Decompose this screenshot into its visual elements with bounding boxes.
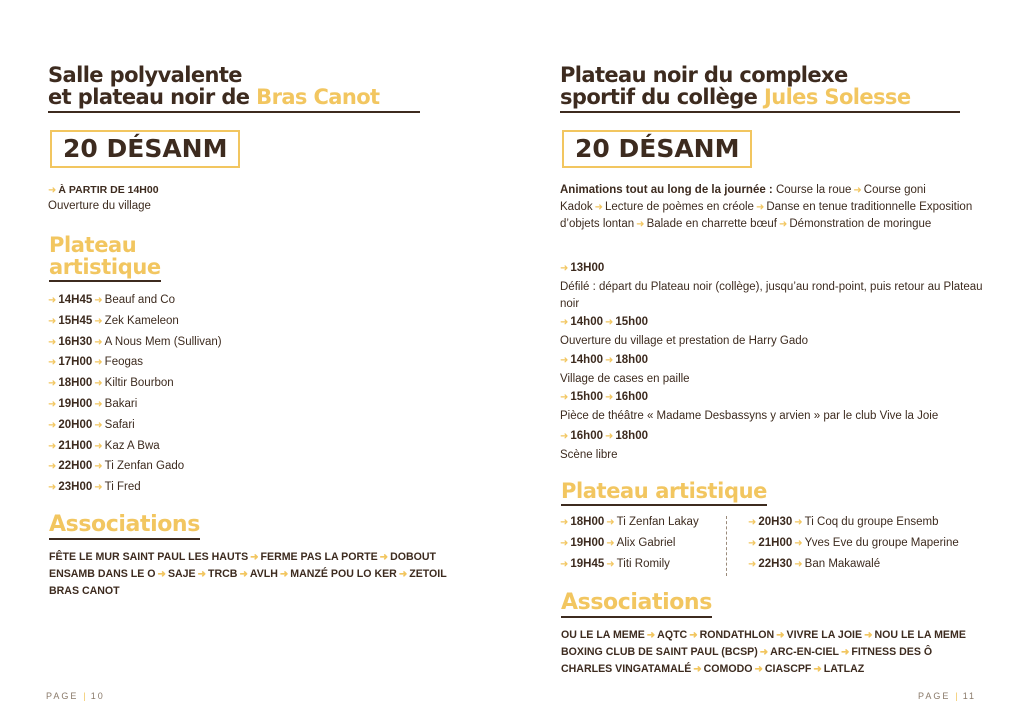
separator-arrow-icon: ➜ (794, 559, 803, 570)
right-plateau-title: Plateau artistique (561, 480, 767, 502)
association-name: RONDATHLON (699, 629, 775, 641)
separator-arrow-icon: ➜ (755, 202, 765, 213)
separator-arrow-icon: ➜ (94, 378, 103, 390)
association-name: NOU LE LA MEME BOXING CLUB DE SAINT PAUL (BCSP) (561, 629, 966, 658)
arrow-right-icon: ➜ (560, 517, 569, 528)
association-name: TRCB (208, 568, 238, 580)
separator-arrow-icon: ➜ (379, 552, 389, 563)
separator-arrow-icon: ➜ (605, 317, 614, 328)
arrow-right-icon: ➜ (748, 538, 757, 549)
association-name: DOBOUT ENSAMB DANS LE O (49, 551, 436, 580)
arrow-right-icon: ➜ (560, 263, 569, 274)
left-opening-desc: Ouverture du village (48, 200, 151, 212)
event-time (560, 391, 648, 403)
arrow-right-icon: ➜ (48, 399, 57, 410)
separator-arrow-icon: ➜ (94, 440, 103, 452)
program-time: 18H00 (570, 516, 605, 528)
arrow-right-icon: ➜ (48, 295, 57, 306)
animation-item: Démonstration de moringue (789, 218, 932, 230)
separator-arrow-icon: ➜ (605, 392, 614, 403)
separator-arrow-icon: ➜ (864, 630, 873, 641)
separator-arrow-icon: ➜ (853, 185, 862, 196)
association-name: FERME PAS LA PORTE (260, 551, 378, 563)
event-desc: Scène libre (560, 449, 618, 461)
association-name: FITNESS DES Ô CHARLES VINGATAMALÉ (561, 646, 933, 675)
program-row (560, 558, 670, 570)
right-venue-title-highlight: Jules Solesse (764, 85, 911, 109)
arrow-right-icon: ➜ (560, 538, 569, 549)
program-act: Ti Fred (104, 481, 141, 494)
separator-arrow-icon: ➜ (606, 517, 615, 528)
separator-arrow-icon: ➜ (794, 517, 803, 528)
program-act: Alix Gabriel (616, 537, 676, 549)
event-time-start: 13H00 (570, 262, 605, 274)
event-desc: Ouverture du village et prestation de Harry Gado (560, 335, 809, 347)
separator-arrow-icon: ➜ (398, 569, 408, 580)
separator-arrow-icon: ➜ (94, 419, 103, 431)
arrow-right-icon: ➜ (560, 392, 569, 403)
arrow-right-icon: ➜ (48, 357, 57, 369)
event-time-end: 18h00 (615, 430, 648, 442)
event-time (560, 316, 648, 328)
arrow-right-icon: ➜ (560, 559, 569, 570)
separator-arrow-icon: ➜ (689, 630, 698, 641)
program-row (48, 460, 184, 472)
arrow-right-icon: ➜ (748, 517, 757, 528)
event-time (560, 262, 604, 274)
arrow-right-icon: ➜ (48, 461, 57, 473)
program-time: 20H30 (758, 516, 793, 528)
association-name: COMODO (703, 663, 753, 675)
arrow-right-icon: ➜ (560, 431, 569, 442)
program-time: 21H00 (758, 537, 793, 549)
association-name: AQTC (657, 629, 688, 641)
program-time: 19H45 (570, 558, 605, 570)
program-act: Ti Coq du groupe Ensemb (804, 516, 939, 528)
program-time: 19H00 (58, 398, 93, 410)
animation-item: Course goni Kadok (560, 184, 926, 213)
program-row (748, 537, 959, 549)
arrow-right-icon: ➜ (48, 185, 57, 196)
separator-arrow-icon: ➜ (94, 315, 103, 327)
right-page-footer: PAGE | 11 (918, 691, 977, 701)
left-page-footer: PAGE | 10 (46, 691, 105, 701)
right-venue-title-line2: sportif du collège Jules Solesse (560, 85, 911, 109)
program-row (48, 440, 160, 452)
separator-arrow-icon: ➜ (646, 630, 656, 641)
separator-arrow-icon: ➜ (94, 461, 103, 473)
separator-arrow-icon: ➜ (813, 664, 822, 675)
program-act: Yves Eve du groupe Maperine (804, 537, 959, 549)
left-venue-title-highlight: Bras Canot (256, 85, 380, 109)
separator-arrow-icon: ➜ (754, 664, 763, 675)
program-act: Kaz A Bwa (104, 439, 160, 452)
program-time: 19H00 (570, 537, 605, 549)
right-assoc-title: Associations (561, 592, 712, 614)
separator-arrow-icon: ➜ (606, 559, 615, 570)
arrow-right-icon: ➜ (48, 378, 57, 390)
right-venue-title-line1: Plateau noir du complexe (560, 63, 848, 87)
program-row (560, 537, 675, 549)
program-time: 14H45 (58, 294, 93, 306)
association-name: ARC-EN-CIEL (770, 646, 840, 658)
separator-arrow-icon: ➜ (594, 202, 603, 213)
left-associations (49, 549, 449, 600)
program-time: 21H00 (58, 439, 93, 452)
arrow-right-icon: ➜ (48, 315, 57, 327)
arrow-right-icon: ➜ (560, 317, 569, 328)
association-name: ZETOIL BRAS CANOT (49, 568, 447, 597)
left-plateau-title-2: artistique (49, 256, 161, 278)
association-name: OU LE LA MEME (561, 629, 645, 641)
separator-arrow-icon: ➜ (94, 482, 103, 494)
event-time-start: 16h00 (570, 430, 603, 442)
left-opening-time: ➜ À PARTIR DE 14H00 (48, 184, 159, 196)
separator-arrow-icon: ➜ (794, 538, 803, 549)
arrow-right-icon: ➜ (48, 336, 57, 348)
program-time: 18H00 (58, 377, 93, 390)
association-name: FÊTE LE MUR SAINT PAUL LES HAUTS (49, 551, 249, 563)
program-act: Bakari (104, 398, 138, 410)
program-act: Ban Makawalé (804, 558, 881, 570)
separator-arrow-icon: ➜ (94, 336, 103, 348)
event-time-start: 14h00 (570, 354, 603, 366)
left-venue-title-line2: et plateau noir de Bras Canot (48, 85, 380, 109)
program-time: 22H30 (758, 558, 793, 570)
left-title-rule (48, 111, 420, 113)
arrow-right-icon: ➜ (748, 559, 757, 570)
program-act: Titi Romily (616, 558, 670, 570)
right-title-rule (560, 111, 960, 113)
program-act: Ti Zenfan Gado (104, 460, 185, 473)
separator-arrow-icon: ➜ (759, 647, 769, 658)
separator-arrow-icon: ➜ (157, 569, 166, 580)
program-row (48, 398, 137, 410)
animations-label: Animations tout au long de la journée : (560, 184, 773, 196)
animation-item: Course la roue (775, 184, 852, 196)
separator-arrow-icon: ➜ (693, 664, 702, 675)
program-act: Zek Kameleon (104, 314, 179, 327)
program-row (48, 356, 143, 368)
separator-arrow-icon: ➜ (197, 569, 207, 580)
program-time: 15H45 (58, 314, 93, 327)
left-venue-title-line1: Salle polyvalente (48, 63, 242, 87)
program-act: Beauf and Co (104, 294, 176, 306)
program-row (748, 516, 939, 528)
arrow-right-icon: ➜ (48, 419, 57, 431)
separator-arrow-icon: ➜ (250, 552, 259, 563)
separator-arrow-icon: ➜ (605, 355, 614, 366)
event-time-start: 15h00 (570, 391, 603, 403)
left-date-box: 20 DÉSANM (50, 130, 240, 168)
separator-arrow-icon: ➜ (636, 219, 645, 230)
program-time: 17H00 (58, 356, 93, 369)
program-column-divider (726, 516, 727, 576)
arrow-right-icon: ➜ (48, 440, 57, 452)
event-desc: Défilé : départ du Plateau noir (collège), jusqu’au rond-point, puis retour au Plateau noir (560, 281, 983, 310)
program-row (560, 516, 699, 528)
right-animations (560, 182, 985, 233)
arrow-right-icon: ➜ (560, 355, 569, 366)
event-time (560, 430, 648, 442)
separator-arrow-icon: ➜ (94, 295, 103, 306)
arrow-right-icon: ➜ (48, 482, 57, 494)
program-act: Feogas (104, 356, 144, 369)
program-act: Safari (104, 418, 135, 431)
separator-arrow-icon: ➜ (279, 569, 289, 580)
animation-item: Balade en charrette bœuf (646, 218, 777, 230)
association-name: SAJE (167, 568, 196, 580)
event-desc: Village de cases en paille (560, 373, 690, 385)
separator-arrow-icon: ➜ (606, 538, 615, 549)
program-row (48, 481, 141, 493)
event-time-start: 14h00 (570, 316, 603, 328)
separator-arrow-icon: ➜ (778, 219, 788, 230)
event-time-end: 15h00 (615, 316, 648, 328)
event-time-end: 18h00 (615, 354, 648, 366)
separator-arrow-icon: ➜ (94, 357, 103, 369)
right-date-box: 20 DÉSANM (562, 130, 752, 168)
separator-arrow-icon: ➜ (94, 399, 103, 410)
program-time: 22H00 (58, 460, 93, 473)
left-page-number: 10 (90, 691, 105, 701)
event-time-end: 16h00 (615, 391, 648, 403)
association-name: LATLAZ (823, 663, 865, 675)
separator-arrow-icon: ➜ (239, 569, 248, 580)
program-act: A Nous Mem (Sullivan) (104, 335, 222, 348)
separator-arrow-icon: ➜ (841, 647, 850, 658)
right-page-number: 11 (962, 691, 977, 701)
program-row (48, 377, 174, 389)
program-act: Ti Zenfan Lakay (616, 516, 699, 528)
program-act: Kiltir Bourbon (104, 377, 174, 390)
program-time: 20H00 (58, 418, 93, 431)
separator-arrow-icon: ➜ (776, 630, 785, 641)
program-row (48, 419, 135, 431)
animation-item: Danse en tenue traditionnelle Exposition d’objets lontan (560, 201, 973, 230)
event-desc: Pièce de théâtre « Madame Desbassyns y arvien » par le club Vive la Joie (560, 410, 939, 422)
program-row (48, 294, 175, 306)
right-associations (561, 627, 986, 678)
association-name: VIVRE LA JOIE (786, 629, 863, 641)
program-time: 16H30 (58, 335, 93, 348)
event-time (560, 354, 648, 366)
left-plateau-title-1: Plateau (49, 233, 137, 257)
association-name: AVLH (249, 568, 278, 580)
program-row (48, 336, 222, 348)
separator-arrow-icon: ➜ (605, 431, 614, 442)
program-row (748, 558, 880, 570)
left-assoc-title: Associations (49, 514, 200, 536)
association-name: CIASCPF (764, 663, 812, 675)
association-name: MANZÉ POU LO KER (290, 568, 397, 580)
animation-item: Lecture de poèmes en créole (605, 201, 754, 213)
program-time: 23H00 (58, 481, 93, 494)
program-row (48, 315, 179, 327)
